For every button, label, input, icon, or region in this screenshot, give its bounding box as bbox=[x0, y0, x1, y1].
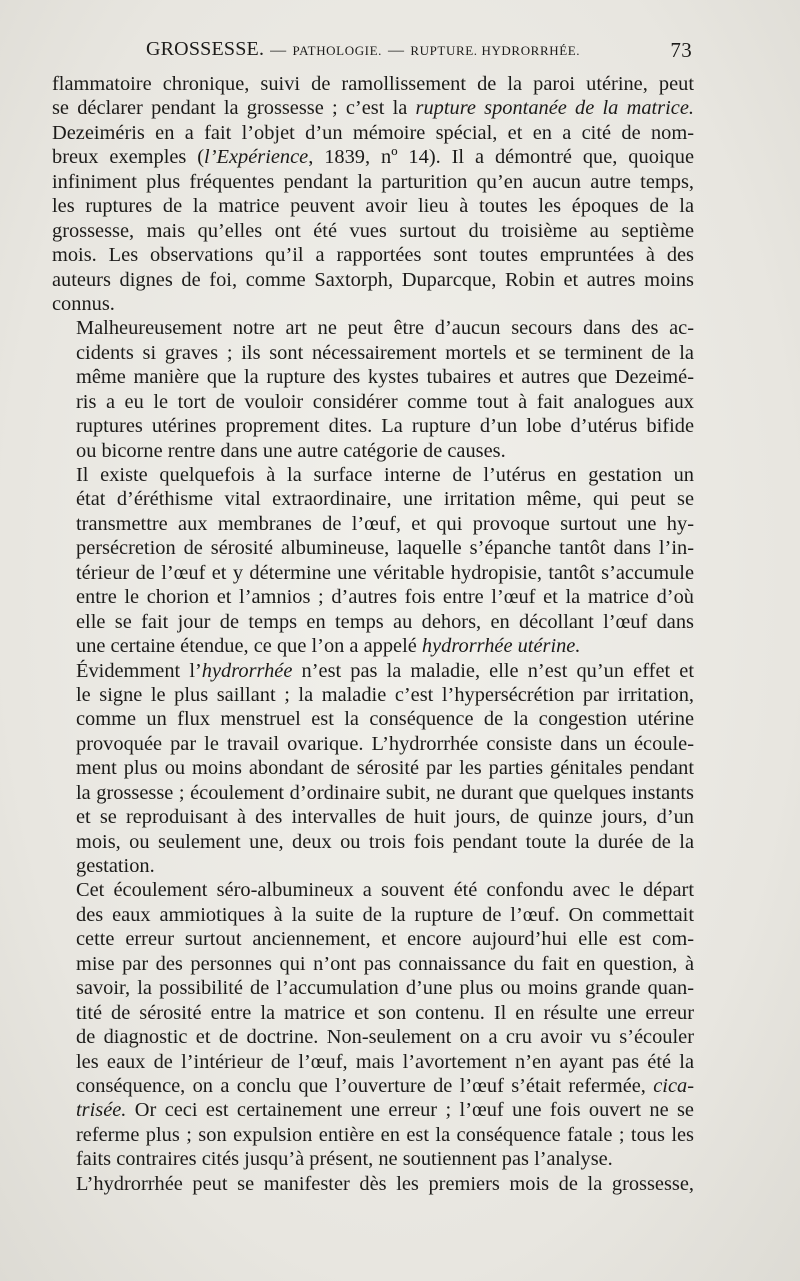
text-line: trisée. Or ceci est certainement une erreur ; l’œuf une fois ouvert ne se bbox=[76, 1099, 694, 1122]
paragraph bbox=[52, 1172, 694, 1196]
italic-text: hydrorrhée utérine. bbox=[421, 635, 581, 658]
text-line: cette erreur surtout anciennement, et encore aujourd’hui elle est com- bbox=[76, 928, 694, 951]
paragraph bbox=[52, 72, 694, 316]
text-line: térieur de l’œuf et y détermine une véritable hydropisie, tantôt s’accumule bbox=[76, 561, 694, 584]
paragraph bbox=[52, 659, 694, 879]
text-line: entre le chorion et l’amnios ; d’autres fois entre l’œuf et la matrice d’où bbox=[76, 586, 694, 609]
text-line: mise par des personnes qui n’ont pas connaissance du fait en question, à bbox=[76, 952, 694, 975]
text-line: comme un flux menstruel est la conséquence de la congestion utérine bbox=[76, 708, 694, 731]
text-line: Évidemment l’hydrorrhée n’est pas la maladie, elle n’est qu’un effet et bbox=[76, 659, 694, 682]
text-line: Cet écoulement séro-albumineux a souvent été confondu avec le départ bbox=[76, 879, 694, 902]
text-line: breux exemples (l’Expérience, 1839, nº 14). Il a démontré que, quoique bbox=[52, 146, 694, 169]
italic-text: trisée. bbox=[76, 1099, 127, 1122]
text-line: flammatoire chronique, suivi de ramollissement de la paroi utérine, peut bbox=[52, 73, 694, 95]
text-line: et se reproduisant à des intervalles de huit jours, de quinze jours, d’un bbox=[76, 806, 694, 829]
text-line: faits contraires cités jusqu’à présent, ne soutiennent pas l’analyse. bbox=[76, 1148, 613, 1171]
text-line: ruptures utérines proprement dites. La rupture d’un lobe d’utérus bifide bbox=[76, 415, 694, 438]
text-line: conséquence, on a conclu que l’ouverture de l’œuf s’était refermée, cica- bbox=[76, 1074, 694, 1097]
paragraph bbox=[52, 316, 694, 463]
text-line: provoquée par le travail ovarique. L’hydrorrhée consiste dans un écoule- bbox=[76, 732, 694, 755]
text-line: referme plus ; son expulsion entière en est la conséquence fatale ; tous les bbox=[76, 1123, 694, 1146]
header-dash: — bbox=[388, 42, 405, 59]
italic-text: l’Expérience bbox=[204, 146, 309, 169]
text-line: mois. Les observations qu’il a rapportées sont toutes empruntées à des bbox=[52, 244, 694, 267]
text-line: Il existe quelquefois à la surface interne de l’utérus en gestation un bbox=[76, 464, 694, 486]
running-title bbox=[146, 38, 580, 61]
text-line: transmettre aux membranes de l’œuf, et qui provoque surtout une hy- bbox=[76, 512, 694, 535]
text-line: les ruptures de la matrice peuvent avoir lieu à toutes les époques de la bbox=[52, 195, 694, 218]
text-line: les eaux de l’intérieur de l’œuf, mais l’avortement n’en ayant pas été la bbox=[76, 1050, 694, 1073]
italic-text: hydrorrhée bbox=[201, 659, 293, 682]
text-line: L’hydrorrhée peut se manifester dès les premiers mois de la grossesse, bbox=[76, 1172, 694, 1195]
text-line: état d’éréthisme vital extraordinaire, une irritation même, qui peut se bbox=[76, 488, 694, 511]
running-title-section: PATHOLOGIE. bbox=[292, 43, 383, 58]
text-line: des eaux ammiotiques à la suite de la rupture de l’œuf. On commettait bbox=[76, 903, 694, 926]
running-title-subsection: RUPTURE. HYDRORRHÉE. bbox=[410, 43, 581, 58]
running-title-main: GROSSESSE. bbox=[146, 38, 265, 60]
page-number: 73 bbox=[670, 38, 692, 62]
text-line: tité de sérosité entre la matrice et son contenu. Il en résulte une erreur bbox=[76, 1001, 694, 1024]
text-line: la grossesse ; écoulement d’ordinaire subit, ne durant que quelques instants bbox=[76, 781, 694, 804]
text-line: persécretion de sérosité albumineuse, laquelle s’épanche tantôt dans l’in- bbox=[76, 537, 694, 560]
header-dash: — bbox=[270, 42, 287, 59]
text-line: connus. bbox=[52, 292, 115, 315]
text-line: infiniment plus fréquentes pendant la parturition qu’en aucun autre temps, bbox=[52, 170, 694, 193]
text-line: mois, ou seulement une, deux ou trois fois pendant toute la durée de la bbox=[76, 830, 694, 853]
italic-text: cica- bbox=[653, 1074, 694, 1097]
text-line: gestation. bbox=[76, 855, 155, 877]
text-line: le signe le plus saillant ; la maladie c’est l’hypersécrétion par irritation, bbox=[76, 683, 694, 706]
text-line: même manière que la rupture des kystes tubaires et autres que Dezeimé- bbox=[76, 366, 694, 389]
text-line: se déclarer pendant la grossesse ; c’est la rupture spontanée de la matrice. bbox=[52, 97, 694, 120]
text-line: ris a eu le tort de vouloir considérer comme tout à fait analogues aux bbox=[76, 390, 694, 413]
text-line: grossesse, mais qu’elles ont été vues surtout du troisième au septième bbox=[52, 219, 694, 242]
running-header bbox=[52, 38, 692, 68]
text-line: elle se fait jour de temps en temps au dehors, en décollant l’œuf dans bbox=[76, 610, 694, 633]
text-line: Malheureusement notre art ne peut être d’aucun secours dans des ac- bbox=[76, 317, 694, 340]
text-line: Dezeiméris en a fait l’objet d’un mémoire spécial, et en a cité de nom- bbox=[52, 121, 694, 144]
text-line: de diagnostic et de doctrine. Non-seulement on a cru avoir vu s’écouler bbox=[76, 1026, 694, 1049]
text-line: une certaine étendue, ce que l’on a appelé hydrorrhée utérine. bbox=[76, 635, 581, 658]
text-line: ou bicorne rentre dans une autre catégorie de causes. bbox=[76, 439, 506, 462]
text-line: savoir, la possibilité de l’accumulation d’une plus ou moins grande quan- bbox=[76, 977, 694, 1000]
text-line: ment plus ou moins abondant de sérosité par les parties génitales pendant bbox=[76, 757, 694, 780]
paragraph bbox=[52, 463, 694, 659]
paragraph bbox=[52, 878, 694, 1171]
text-line: auteurs dignes de foi, comme Saxtorph, Duparcque, Robin et autres moins bbox=[52, 268, 694, 291]
italic-text: rupture spontanée de la matrice. bbox=[415, 97, 694, 120]
body-text bbox=[52, 72, 694, 1196]
text-line: cidents si graves ; ils sont nécessairement mortels et se terminent de la bbox=[76, 341, 694, 364]
